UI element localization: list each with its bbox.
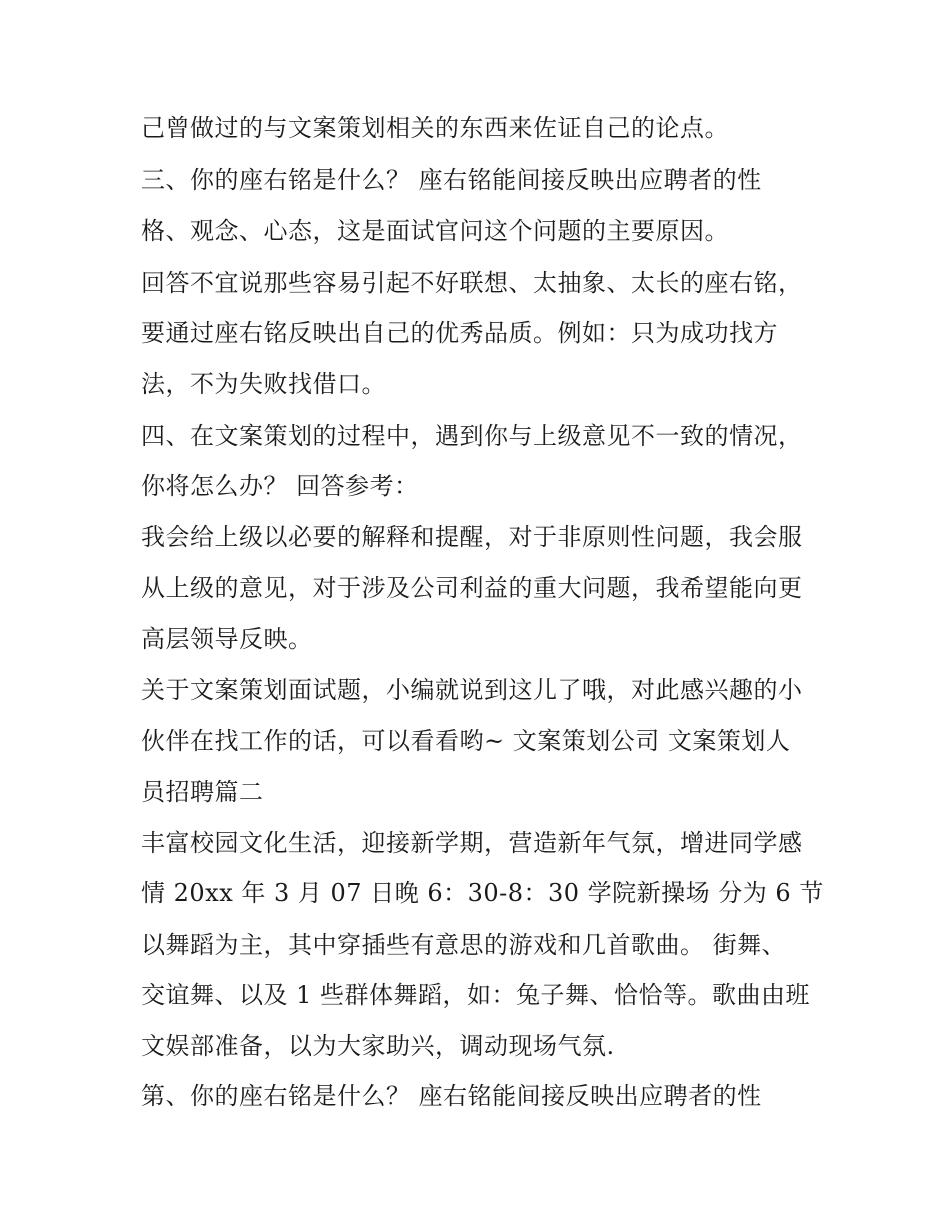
text-line: 交谊舞、以及 1 些群体舞蹈，如：兔子舞、恰恰等。歌曲由班 <box>141 981 811 1009</box>
text-line: 己曾做过的与文案策划相关的东西来佐证自己的论点。 <box>141 114 729 142</box>
text-line: 你将怎么办？ 回答参考： <box>141 472 419 500</box>
text-line: 回答不宜说那些容易引起不好联想、太抽象、太长的座右铭， <box>141 269 803 297</box>
text-line: 伙伴在找工作的话，可以看看哟~ 文案策划公司 文案策划人 <box>141 727 791 755</box>
text-line: 关于文案策划面试题，小编就说到这儿了哦，对此感兴趣的小 <box>141 676 803 704</box>
text-line: 丰富校园文化生活，迎接新学期，营造新年气氛，增进同学感 <box>141 829 803 857</box>
text-line: 法，不为失败找借口。 <box>141 370 386 398</box>
text-line: 情 20xx 年 3 月 07 日晚 6：30-8：30 学院新操场 分为 6 节 <box>141 879 824 907</box>
text-line: 从上级的意见，对于涉及公司利益的重大问题，我希望能向更 <box>141 574 803 602</box>
text-line: 文娱部准备，以为大家助兴，调动现场气氛. <box>141 1032 615 1060</box>
text-line: 三、你的座右铭是什么？ 座右铭能间接反映出应聘者的性 <box>141 166 762 194</box>
text-line: 我会给上级以必要的解释和提醒，对于非原则性问题，我会服 <box>141 523 803 551</box>
text-line: 要通过座右铭反映出自己的优秀品质。例如：只为成功找方 <box>141 319 778 347</box>
text-line: 格、观念、心态，这是面试官问这个问题的主要原因。 <box>141 217 729 245</box>
text-line: 员招聘篇二 <box>141 778 264 806</box>
text-line: 以舞蹈为主，其中穿插些有意思的游戏和几首歌曲。 街舞、 <box>141 931 787 959</box>
text-line: 第、你的座右铭是什么？ 座右铭能间接反映出应聘者的性 <box>141 1082 762 1110</box>
text-line: 高层领导反映。 <box>141 625 313 653</box>
text-line: 四、在文案策划的过程中，遇到你与上级意见不一致的情况， <box>141 422 803 450</box>
